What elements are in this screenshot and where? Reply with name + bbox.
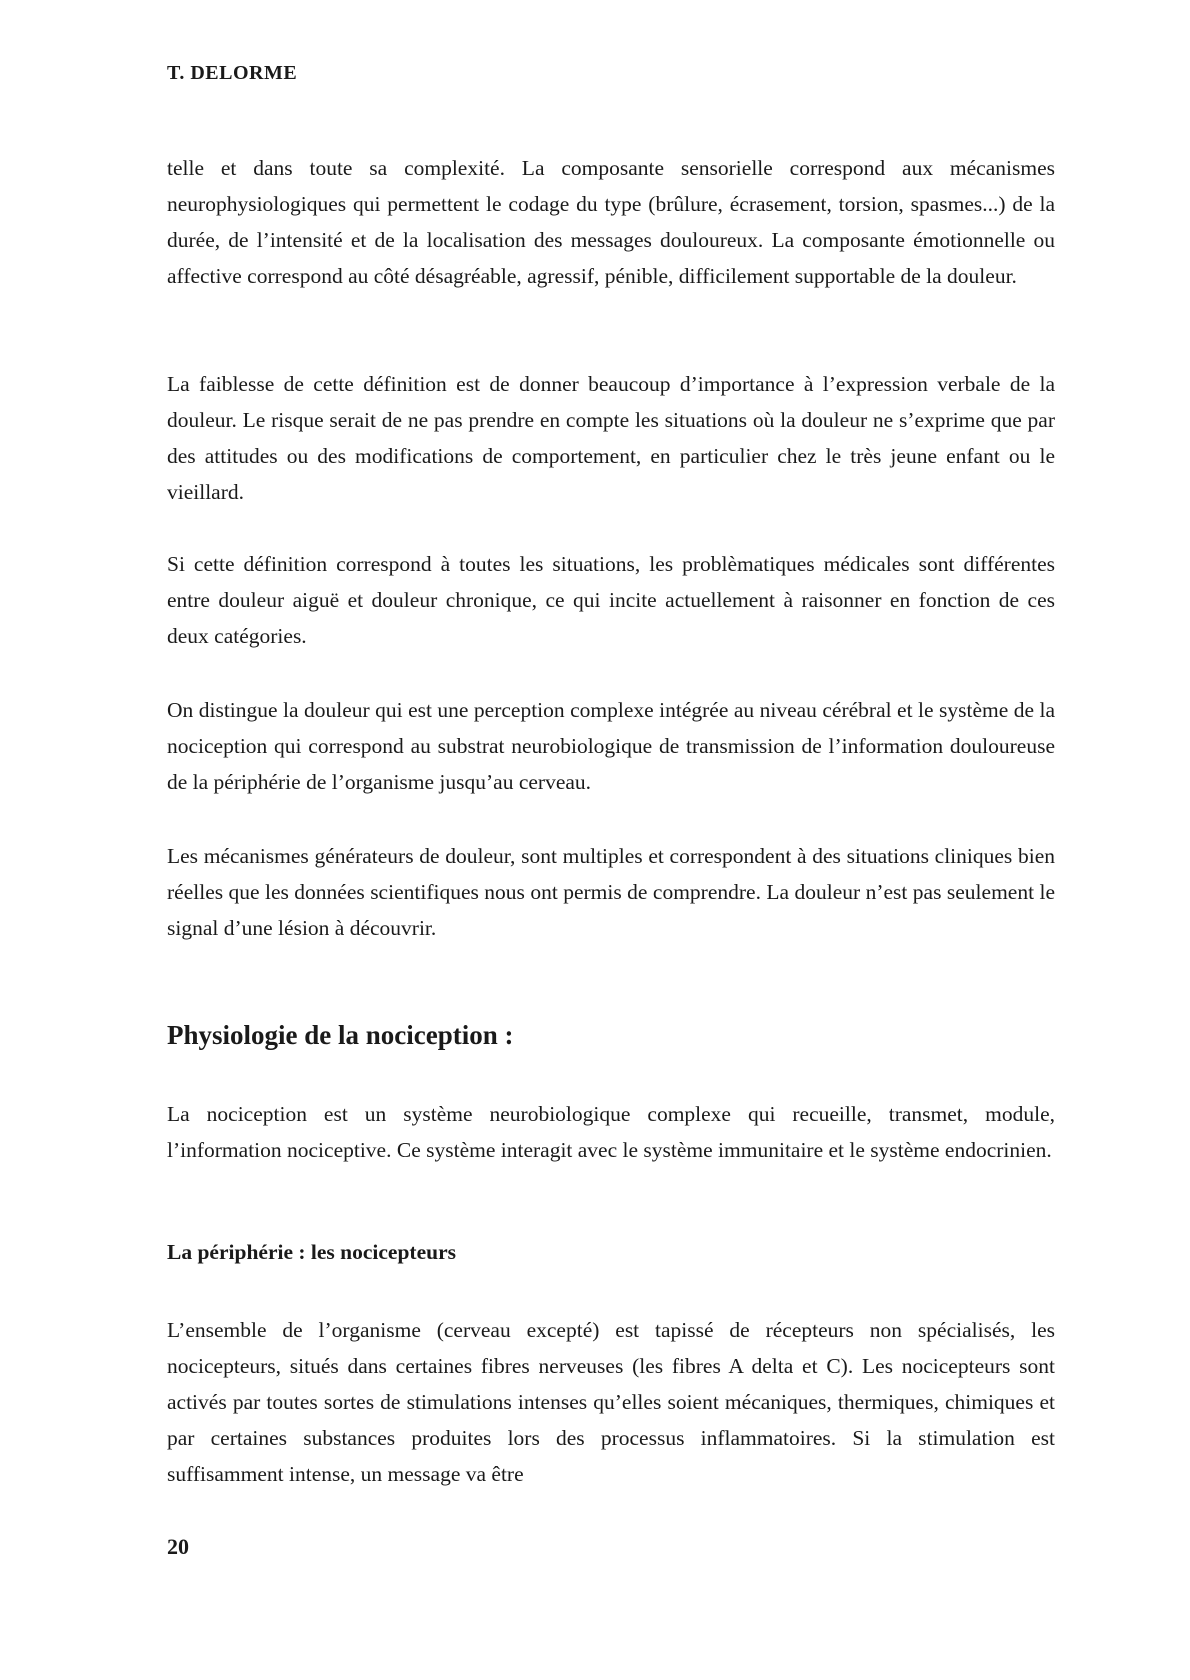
running-head: T. DELORME (167, 62, 298, 84)
section-heading: Physiologie de la nociception : (167, 1020, 514, 1050)
paragraph-nociception-intro: La nociception est un système neurobiologique complexe qui recueille, transmet, module, l’information nociceptive. Ce système interagit avec le système immunitaire et le système endocrinien. (167, 1102, 1055, 1162)
paragraph-pain-mechanisms: Les mécanismes générateurs de douleur, sont multiples et correspondent à des situations cliniques bien réelles que les données scientifiques nous ont permis de comprendre. La douleur n’est pas seulement le signal d’une lésion à découvrir. (167, 844, 1055, 940)
paragraph-sensory-component: telle et dans toute sa complexité. La composante sensorielle correspond aux mécanismes neurophysiologiques qui permettent le codage du type (brûlure, écrasement, torsion, spasmes...) de la durée, de l’intensité et de la localisation des messages douloureux. La composante émotionnelle ou affective correspond au côté désagréable, agressif, pénible, difficilement supportable de la douleur. (167, 156, 1055, 288)
paragraph-nociception-system: On distingue la douleur qui est une perception complexe intégrée au niveau cérébral et le système de la nociception qui correspond au substrat neurobiologique de transmission de l’information douloureuse de la périphérie de l’organisme jusqu’au cerveau. (167, 698, 1055, 794)
paragraph-nociceptors: L’ensemble de l’organisme (cerveau excepté) est tapissé de récepteurs non spécialisés, les nocicepteurs, situés dans certaines fibres nerveuses (les fibres A delta et C). Les nocicepteurs sont activés par toutes sortes de stimulations intenses qu’elles soient mécaniques, thermiques, chimiques et par certaines substances produites lors des processus inflammatoires. Si la stimulation est suffisamment intense, un message va être (167, 1318, 1055, 1486)
paragraph-acute-chronic: Si cette définition correspond à toutes les situations, les problèmatiques médicales sont différentes entre douleur aiguë et douleur chronique, ce qui incite actuellement à raisonner en fonction de ces deux catégories. (167, 552, 1055, 648)
paragraph-definition-weakness: La faiblesse de cette définition est de donner beaucoup d’importance à l’expression verbale de la douleur. Le risque serait de ne pas prendre en compte les situations où la douleur ne s’exprime que par des attitudes ou des modifications de comportement, en particulier chez le très jeune enfant ou le vieillard. (167, 372, 1055, 504)
subsection-heading: La périphérie : les nocicepteurs (167, 1240, 457, 1264)
page-number: 20 (167, 1534, 189, 1559)
